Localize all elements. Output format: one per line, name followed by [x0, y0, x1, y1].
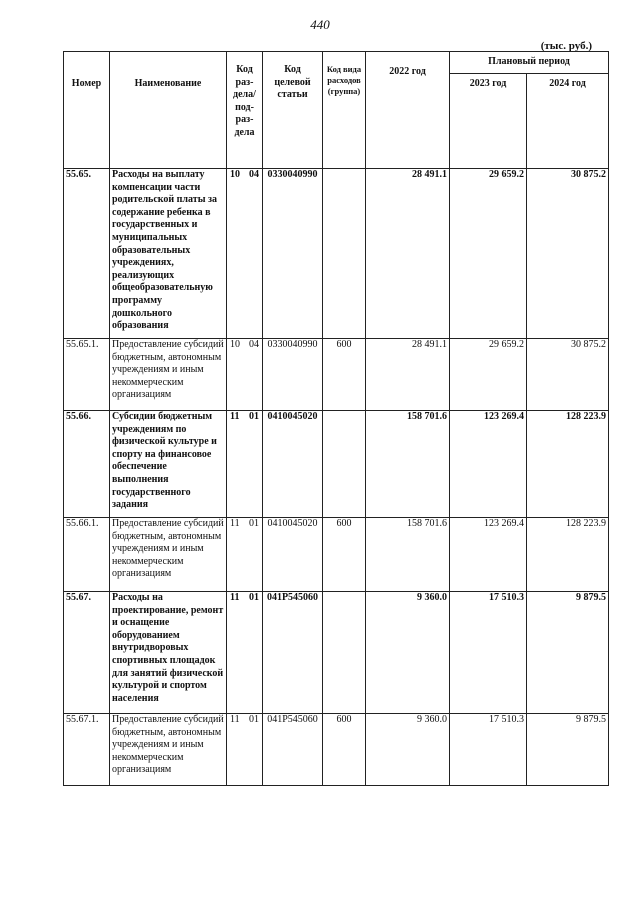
row-pr: 04 [249, 169, 259, 180]
row-2024: 30 875.2 [527, 339, 609, 411]
table-row [64, 592, 609, 714]
unit-label: (тыс. руб.) [540, 40, 592, 52]
row-target: 0330040990 [263, 169, 323, 339]
row-pr: 01 [249, 411, 259, 422]
row-2024: 128 223.9 [527, 518, 609, 592]
row-pr: 01 [249, 592, 259, 603]
row-section [227, 518, 263, 592]
header-name: Наименование [110, 52, 227, 169]
row-pr: 04 [249, 339, 259, 350]
row-target: 041P545060 [263, 714, 323, 786]
header-number: Номер [64, 52, 110, 169]
row-expense [323, 592, 366, 714]
table-row [64, 169, 609, 339]
header-target: Код целевой статьи [263, 52, 323, 169]
row-2022: 158 701.6 [366, 518, 450, 592]
row-2022: 9 360.0 [366, 714, 450, 786]
row-pr: 01 [249, 518, 259, 529]
row-2024: 30 875.2 [527, 169, 609, 339]
row-expense [323, 169, 366, 339]
row-target: 0330040990 [263, 339, 323, 411]
row-rz: 10 [230, 339, 240, 350]
row-rz: 11 [230, 714, 240, 725]
row-expense: 600 [323, 339, 366, 411]
row-rz: 10 [230, 169, 240, 180]
row-number: 55.67. [64, 592, 110, 714]
row-name: Предоставление субсидий бюджетным, автономным учреждениям и иным некоммерческим организациям [110, 714, 227, 786]
row-2024: 9 879.5 [527, 714, 609, 786]
header-section: Код раз-дела/ под-раз-дела [227, 52, 263, 169]
table-row [64, 339, 609, 411]
row-expense: 600 [323, 714, 366, 786]
header-2023: 2023 год [450, 74, 527, 169]
row-expense [323, 411, 366, 518]
row-2022: 9 360.0 [366, 592, 450, 714]
header-expense: Код вида расходов (группа) [323, 52, 366, 169]
row-rz: 11 [230, 518, 240, 529]
row-2024: 128 223.9 [527, 411, 609, 518]
table-row [64, 518, 609, 592]
row-number: 55.65.1. [64, 339, 110, 411]
row-number: 55.66.1. [64, 518, 110, 592]
row-target: 041P545060 [263, 592, 323, 714]
row-2023: 29 659.2 [450, 169, 527, 339]
row-section [227, 714, 263, 786]
row-2022: 28 491.1 [366, 169, 450, 339]
header-row-top [64, 52, 609, 74]
row-name: Расходы на выплату компенсации части родительской платы за содержание ребенка в государственных и муниципальных образовательных учреждениях, реализующих общеобразовательную программу дошкольного образования [110, 169, 227, 339]
row-section [227, 411, 263, 518]
row-section [227, 339, 263, 411]
row-number: 55.67.1. [64, 714, 110, 786]
row-2024: 9 879.5 [527, 592, 609, 714]
table-body [64, 169, 609, 786]
table-row [64, 411, 609, 518]
row-name: Предоставление субсидий бюджетным, автономным учреждениям и иным некоммерческим организациям [110, 339, 227, 411]
row-name: Расходы на проектирование, ремонт и оснащение оборудованием внутридворовых спортивных площадок для занятий физической культурой и спортом населения [110, 592, 227, 714]
row-name: Субсидии бюджетным учреждениям по физической культуре и спорту на финансовое обеспечение выполнения государственного задания [110, 411, 227, 518]
header-2024: 2024 год [527, 74, 609, 169]
row-target: 0410045020 [263, 518, 323, 592]
row-section [227, 169, 263, 339]
row-2022: 158 701.6 [366, 411, 450, 518]
row-2023: 17 510.3 [450, 714, 527, 786]
row-2023: 123 269.4 [450, 411, 527, 518]
row-pr: 01 [249, 714, 259, 725]
table-row [64, 714, 609, 786]
row-target: 0410045020 [263, 411, 323, 518]
row-2023: 17 510.3 [450, 592, 527, 714]
row-section [227, 592, 263, 714]
row-2023: 29 659.2 [450, 339, 527, 411]
row-rz: 11 [230, 411, 240, 422]
row-number: 55.66. [64, 411, 110, 518]
budget-table [63, 51, 609, 786]
row-name: Предоставление субсидий бюджетным, автономным учреждениям и иным некоммерческим организациям [110, 518, 227, 592]
page-number: 440 [310, 17, 330, 32]
header-2022: 2022 год [366, 52, 450, 169]
row-2022: 28 491.1 [366, 339, 450, 411]
row-expense: 600 [323, 518, 366, 592]
row-rz: 11 [230, 592, 240, 603]
row-2023: 123 269.4 [450, 518, 527, 592]
header-plan-period: Плановый период [450, 52, 609, 74]
row-number: 55.65. [64, 169, 110, 339]
